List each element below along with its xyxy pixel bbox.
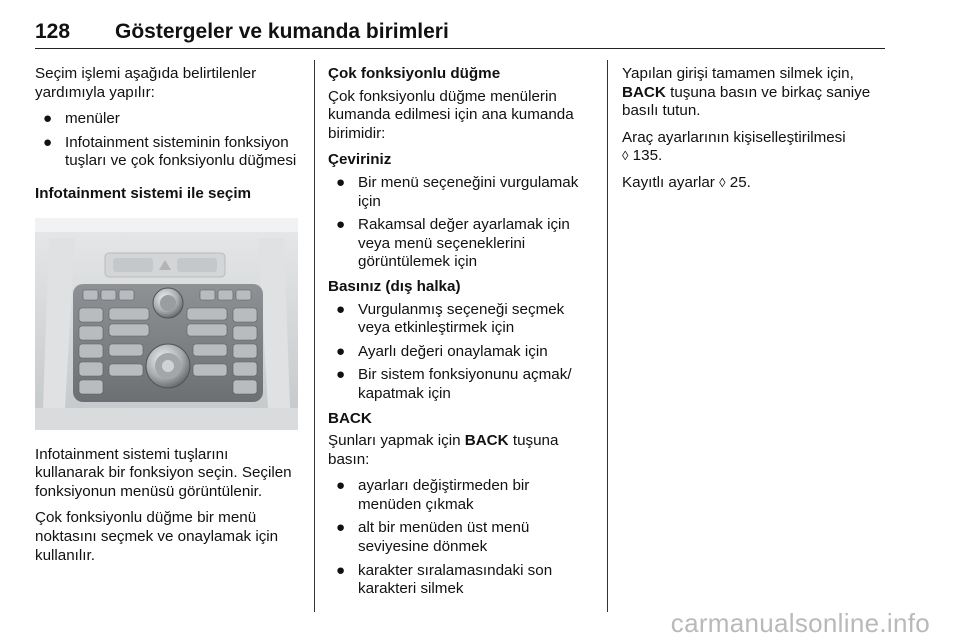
list-item: ● Bir sistem fonksiyonunu açmak/ kapatmak için	[336, 366, 572, 402]
bullet-icon: ●	[336, 366, 346, 384]
column-2	[328, 65, 593, 605]
list-item: ● alt bir menüden üst menü seviyesine dönmek	[336, 519, 530, 556]
clear-entry-paragraph: Yapılan girişi tamamen silmek için, BACK tuşuna basın ve birkaç saniye basılı tutun.	[622, 65, 871, 120]
watermark: carmanualsonline.info	[670, 608, 930, 638]
bullet-icon: ●	[336, 477, 346, 495]
column-1	[35, 65, 300, 573]
back-intro: Şunları yapmak için BACK tuşuna basın:	[328, 432, 559, 468]
selection-intro: Seçim işlemi aşağıda belirtilenler yardımıyla yapılır:	[35, 65, 257, 101]
selection-list	[35, 110, 300, 171]
infotainment-paragraph: Infotainment sistemi tuşlarını kullanarak bir fonksiyon seçin. Seçilen fonksiyonun menüsü görüntülenir.	[35, 445, 292, 500]
list-item: ● ayarları değiştirmeden bir menüden çıkmak	[336, 477, 530, 513]
chapter-title: Göstergeler ve kumanda birimleri	[115, 20, 449, 43]
bullet-icon: ●	[336, 173, 346, 191]
bullet-icon: ●	[336, 216, 346, 234]
list-item: ● Ayarlı değeri onaylamak için	[336, 342, 548, 360]
page-header	[35, 14, 885, 49]
press-label: Basınız (dış halka)	[328, 277, 461, 295]
turn-label: Çeviriniz	[328, 151, 392, 169]
section-heading-infotainment: Infotainment sistemi ile seçim	[35, 184, 252, 202]
bullet-icon: ●	[336, 300, 346, 318]
list-item: ● Vurgulanmış seçeneği seçmek veya etkinleştirmek için	[336, 300, 565, 337]
personalization-reference: Araç ayarlarının kişiselleştirilmesi ◊ 135.	[622, 128, 846, 165]
turn-list	[328, 174, 593, 272]
list-item: ● menüler	[43, 110, 120, 128]
press-list	[328, 301, 593, 404]
list-item: ● Rakamsal değer ayarlamak için veya menü seçeneklerini görüntülemek için	[336, 216, 570, 271]
list-item: ● Infotainment sisteminin fonksiyon tuşları ve çok fonksiyonlu düğmesi	[43, 133, 297, 170]
bullet-icon: ●	[336, 342, 346, 360]
back-list	[328, 477, 593, 599]
bullet-icon: ●	[43, 110, 53, 128]
section-heading-multifunction-knob: Çok fonksiyonlu düğme	[328, 65, 501, 82]
saved-settings-reference: Kayıtlı ayarlar ◊ 25.	[622, 173, 751, 191]
column-divider-1	[314, 60, 315, 612]
knob-intro: Çok fonksiyonlu düğme menülerin kumanda edilmesi için ana kumanda birimidir:	[328, 87, 574, 142]
column-divider-2	[607, 60, 608, 612]
bullet-icon: ●	[336, 561, 346, 579]
list-item: ● karakter sıralamasındaki son karakteri silmek	[336, 561, 553, 598]
bullet-icon: ●	[336, 519, 346, 537]
list-item: ● Bir menü seçeneğini vurgulamak için	[336, 173, 579, 210]
back-label: BACK	[328, 409, 372, 427]
page-reference-icon: ◊	[719, 174, 726, 190]
column-3	[622, 65, 892, 201]
page-number: 128	[35, 20, 71, 43]
multifunction-paragraph: Çok fonksiyonlu düğme bir menü noktasını seçmek ve onaylamak için kullanılır.	[35, 509, 279, 564]
infotainment-panel-photo	[35, 218, 298, 430]
bullet-icon: ●	[43, 133, 53, 151]
page-reference-icon: ◊	[622, 148, 629, 164]
